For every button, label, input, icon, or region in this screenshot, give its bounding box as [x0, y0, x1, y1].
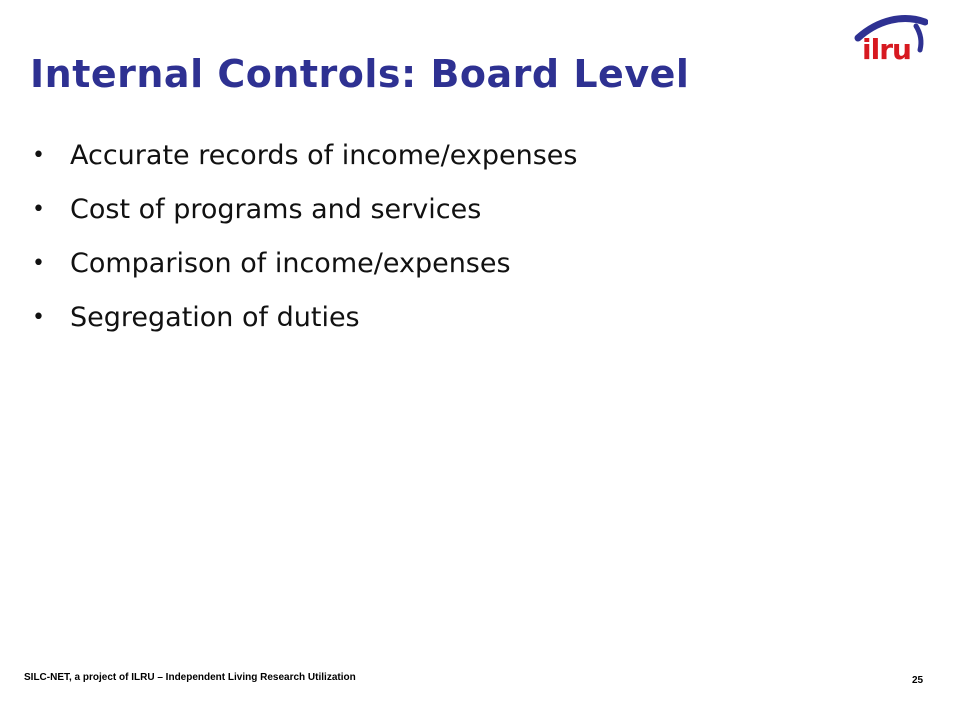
bullet-text: Accurate records of income/expenses: [70, 140, 578, 171]
page-number: 25: [912, 675, 924, 686]
bullet-text: Comparison of income/expenses: [70, 248, 511, 279]
bullet-dot: •: [32, 305, 45, 330]
slide-title: Internal Controls: Board Level: [30, 52, 690, 96]
bullet-text: Segregation of duties: [70, 302, 360, 333]
bullet-text: Cost of programs and services: [70, 194, 482, 225]
bullet-item: [32, 298, 577, 352]
bullet-dot: •: [32, 197, 45, 222]
bullet-item: [32, 136, 577, 190]
bullet-list: [32, 136, 577, 352]
footer-text: SILC-NET, a project of ILRU – Independent Living Research Utilization: [24, 672, 356, 683]
bullet-dot: •: [32, 143, 45, 168]
ilru-logo: [828, 12, 928, 72]
bullet-dot: •: [32, 251, 45, 276]
bullet-item: [32, 244, 577, 298]
logo-text: ilru: [862, 33, 911, 66]
bullet-item: [32, 190, 577, 244]
